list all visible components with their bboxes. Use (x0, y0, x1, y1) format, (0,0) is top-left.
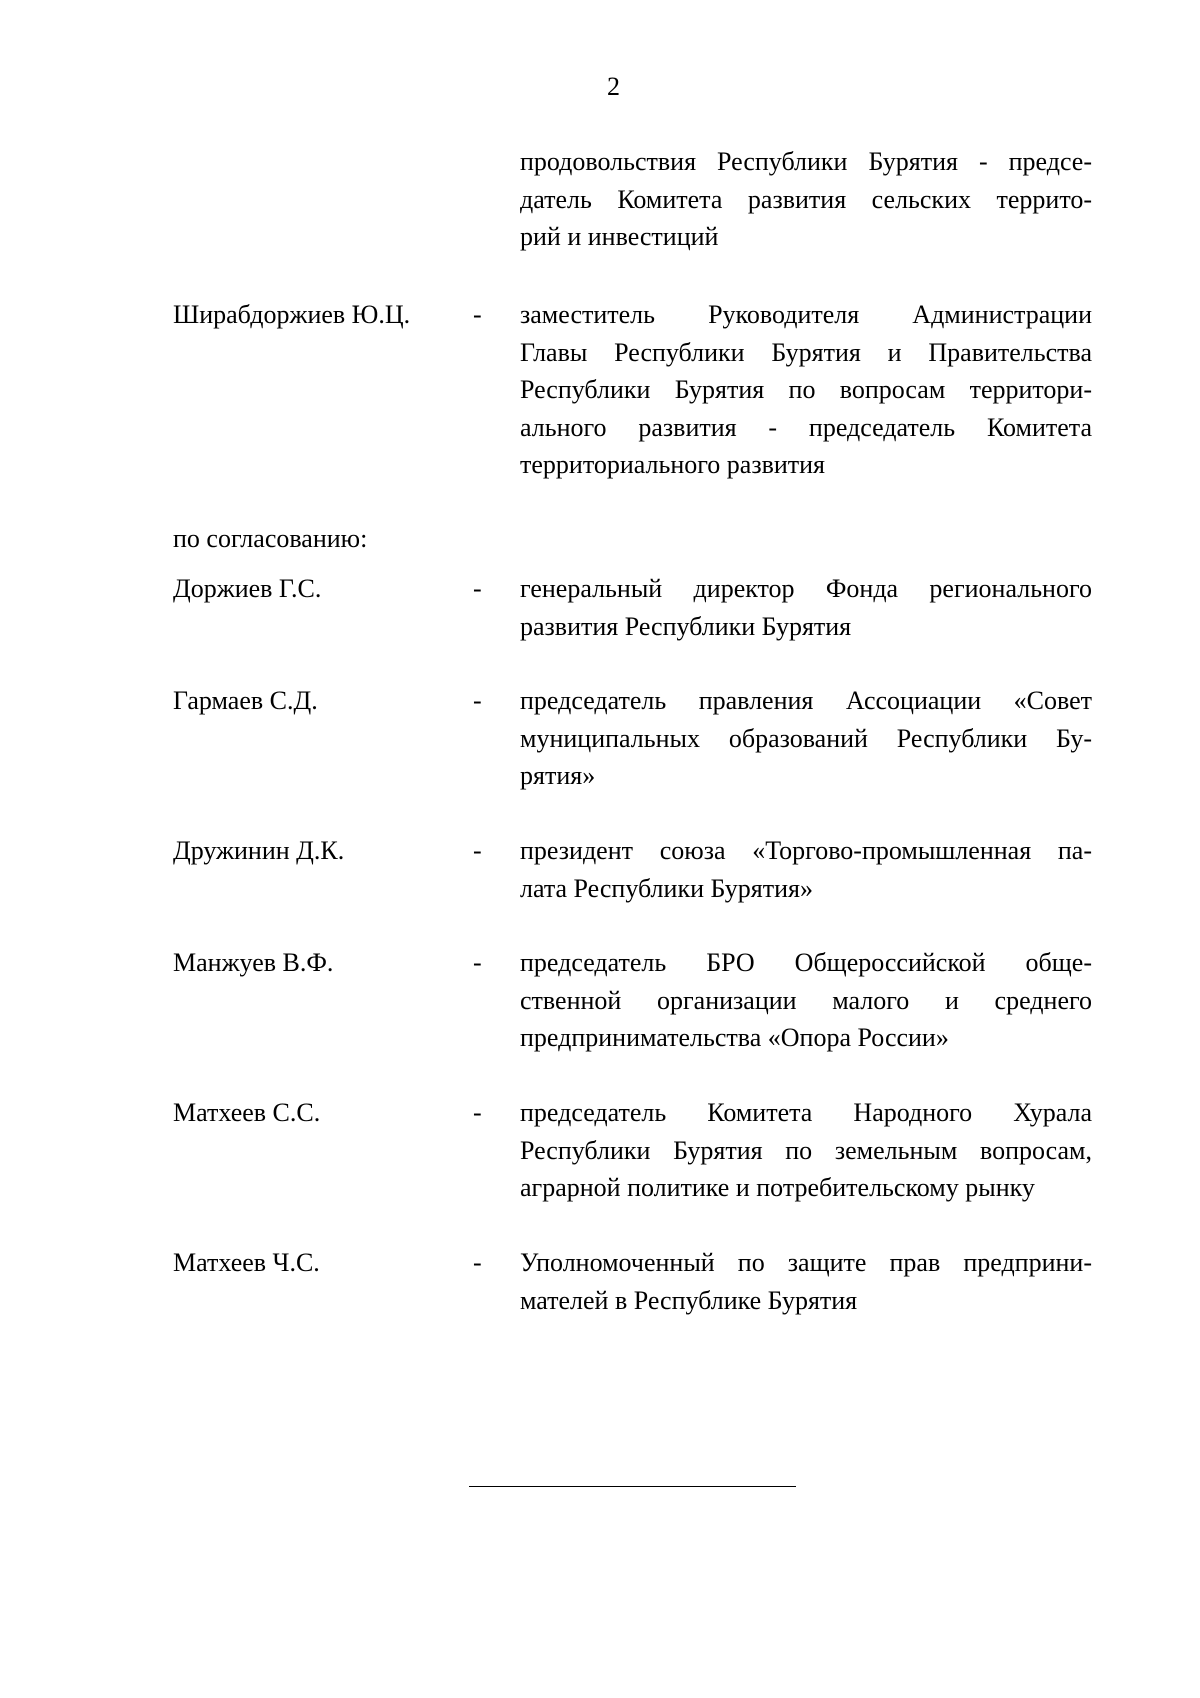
description-line: генеральный директор Фонда регионального (520, 574, 1092, 603)
end-rule (469, 1486, 796, 1487)
member-name: Матхеев Ч.С. (173, 1248, 320, 1277)
description-line: рятия» (520, 761, 596, 790)
member-dash: - (473, 300, 482, 329)
description-line: председатель БРО Общероссийской обще- (520, 948, 1092, 977)
description-line: муниципальных образований Республики Бу- (520, 723, 1092, 753)
member-dash: - (473, 948, 482, 977)
member-description (520, 944, 1092, 1057)
description-line: председатель Комитета Народного Хурала (520, 1098, 1092, 1127)
member-name: Доржиев Г.С. (173, 574, 322, 603)
description-line: Республики Бурятия по земельным вопросам, (520, 1135, 1092, 1165)
intro-line: датель Комитета развития сельских террито- (520, 184, 1092, 214)
description-line: Главы Республики Бурятия и Правительства (520, 337, 1092, 367)
description-line: территориального развития (520, 450, 826, 479)
intro-description (520, 143, 1092, 256)
member-description (520, 1244, 1092, 1319)
member-dash: - (473, 1098, 482, 1127)
description-line: аграрной политике и потребительскому рынку (520, 1173, 1035, 1202)
member-dash: - (473, 1248, 482, 1277)
member-description (520, 832, 1092, 907)
description-line: ственной организации малого и среднего (520, 985, 1092, 1015)
description-line: заместитель Руководителя Администрации (520, 300, 1092, 329)
member-name: Матхеев С.С. (173, 1098, 321, 1127)
description-line: президент союза «Торгово-промышленная па- (520, 836, 1092, 865)
member-name: Дружинин Д.К. (173, 836, 345, 865)
member-name: Манжуев В.Ф. (173, 948, 334, 977)
member-dash: - (473, 686, 482, 715)
description-line: Республики Бурятия по вопросам территори- (520, 375, 1092, 404)
member-description (520, 682, 1092, 795)
member-name: Ширабдоржиев Ю.Ц. (173, 300, 411, 329)
member-dash: - (473, 836, 482, 865)
member-dash: - (473, 574, 482, 603)
description-line: мателей в Республике Бурятия (520, 1285, 858, 1315)
member-description (520, 1094, 1092, 1207)
description-line: предпринимательства «Опора России» (520, 1023, 949, 1052)
member-name: Гармаев С.Д. (173, 686, 318, 715)
description-line: председатель правления Ассоциации «Совет (520, 686, 1092, 715)
page-number: 2 (607, 72, 620, 101)
description-line: ального развития - председатель Комитета (520, 412, 1092, 442)
member-description (520, 570, 1092, 645)
description-line: лата Республики Бурятия» (520, 873, 813, 903)
intro-line: рий и инвестиций (520, 222, 719, 251)
description-line: развития Республики Бурятия (520, 611, 852, 641)
description-line: Уполномоченный по защите прав предприни- (520, 1248, 1092, 1277)
member-description (520, 296, 1092, 484)
section-label: по согласованию: (173, 524, 368, 553)
intro-line: продовольствия Республики Бурятия - предсе- (520, 147, 1092, 176)
